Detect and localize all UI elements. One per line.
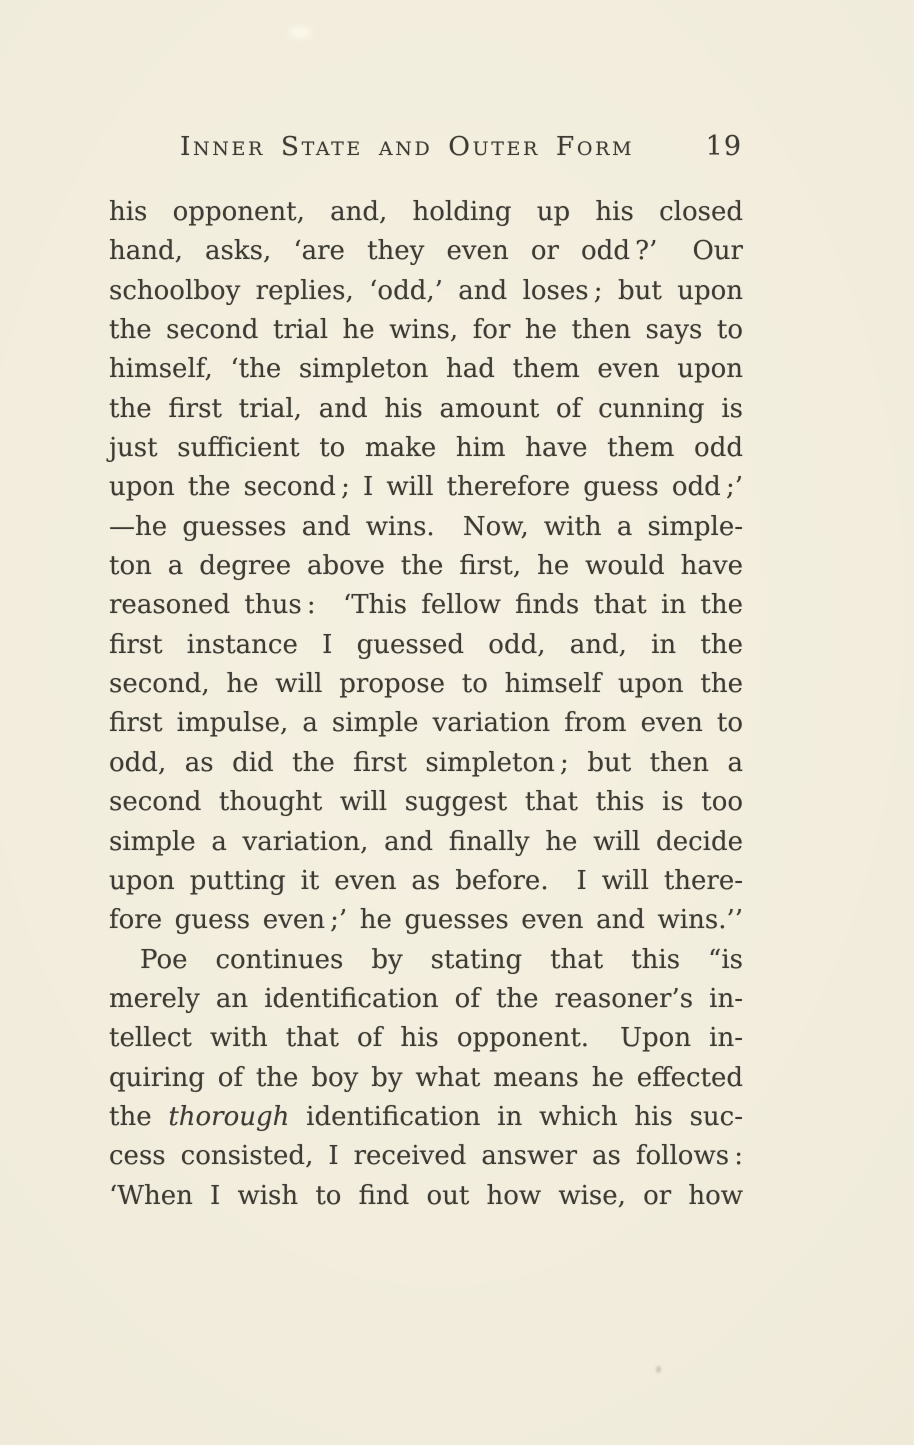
text-line — [109, 1098, 743, 1137]
text-line — [109, 193, 743, 232]
text-line — [109, 390, 743, 429]
text-line — [109, 232, 743, 271]
text-line — [109, 704, 743, 743]
page-number: 19 — [705, 131, 742, 162]
text-segment: the — [109, 1101, 169, 1132]
text-line — [109, 744, 743, 783]
text-segment: ‘When I wish to find out how wise, or how — [109, 1180, 743, 1211]
text-segment: the first trial, and his amount of cunning is — [109, 393, 743, 424]
text-segment: first impulse, a simple variation from even to — [109, 708, 743, 739]
text-line — [109, 1019, 743, 1058]
text-segment: just sufficient to make him have them odd — [109, 433, 743, 464]
text-segment: —he guesses and wins. Now, with a simple- — [109, 511, 743, 542]
text-line — [109, 468, 743, 507]
scan-speck — [656, 1366, 661, 1373]
text-segment: himself, ‘the simpleton had them even upon — [109, 354, 743, 385]
text-segment: odd, as did the first simpleton ; but then a — [109, 747, 743, 778]
text-segment: his opponent, and, holding up his closed — [109, 197, 743, 227]
text-line — [109, 272, 743, 311]
body-text — [109, 193, 743, 1216]
italic-word: thorough — [168, 1101, 290, 1132]
text-segment: quiring of the boy by what means he effected — [109, 1062, 743, 1093]
text-segment: schoolboy replies, ‘odd,’ and loses ; but upon — [109, 275, 743, 306]
text-line — [109, 350, 743, 389]
text-line — [109, 1059, 743, 1098]
text-segment: merely an identification of the reasoner’s in- — [109, 983, 743, 1014]
text-segment: hand, asks, ‘are they even or odd ?’ Our — [109, 236, 743, 267]
text-line — [109, 429, 743, 468]
text-segment: upon putting it even as before. I will there- — [109, 865, 743, 896]
text-segment: cess consisted, I received answer as follows : — [109, 1141, 743, 1172]
text-line — [109, 508, 743, 547]
running-head — [109, 131, 743, 167]
text-line — [109, 626, 743, 665]
text-line — [109, 941, 743, 980]
text-segment: second thought will suggest that this is too — [109, 787, 743, 818]
scan-smudge — [288, 26, 312, 39]
text-segment: ton a degree above the first, he would have — [109, 551, 743, 582]
text-segment: second, he will propose to himself upon the — [109, 669, 743, 700]
text-line — [109, 547, 743, 586]
text-segment: simple a variation, and finally he will decide — [109, 826, 743, 857]
text-segment: the second trial he wins, for he then says to — [109, 315, 743, 346]
running-head-title: Inner State and Outer Form — [179, 131, 635, 162]
text-line — [109, 823, 743, 862]
text-line — [109, 1137, 743, 1176]
text-line — [109, 980, 743, 1019]
text-segment: fore guess even ;’ he guesses even and wins.’’ — [109, 905, 743, 936]
text-segment: reasoned thus : ‘This fellow finds that in the — [109, 590, 743, 621]
text-line — [109, 783, 743, 822]
text-segment: identification in which his suc- — [289, 1101, 743, 1132]
text-line — [109, 1177, 743, 1216]
text-segment: first instance I guessed odd, and, in the — [109, 629, 743, 660]
text-line — [109, 901, 743, 940]
text-segment: upon the second ; I will therefore guess odd ;’ — [109, 472, 743, 503]
text-segment: Poe continues by stating that this “is — [140, 944, 743, 975]
text-line — [109, 862, 743, 901]
text-line — [109, 311, 743, 350]
text-line — [109, 665, 743, 704]
text-line — [109, 586, 743, 625]
text-segment: tellect with that of his opponent. Upon in- — [109, 1023, 743, 1054]
